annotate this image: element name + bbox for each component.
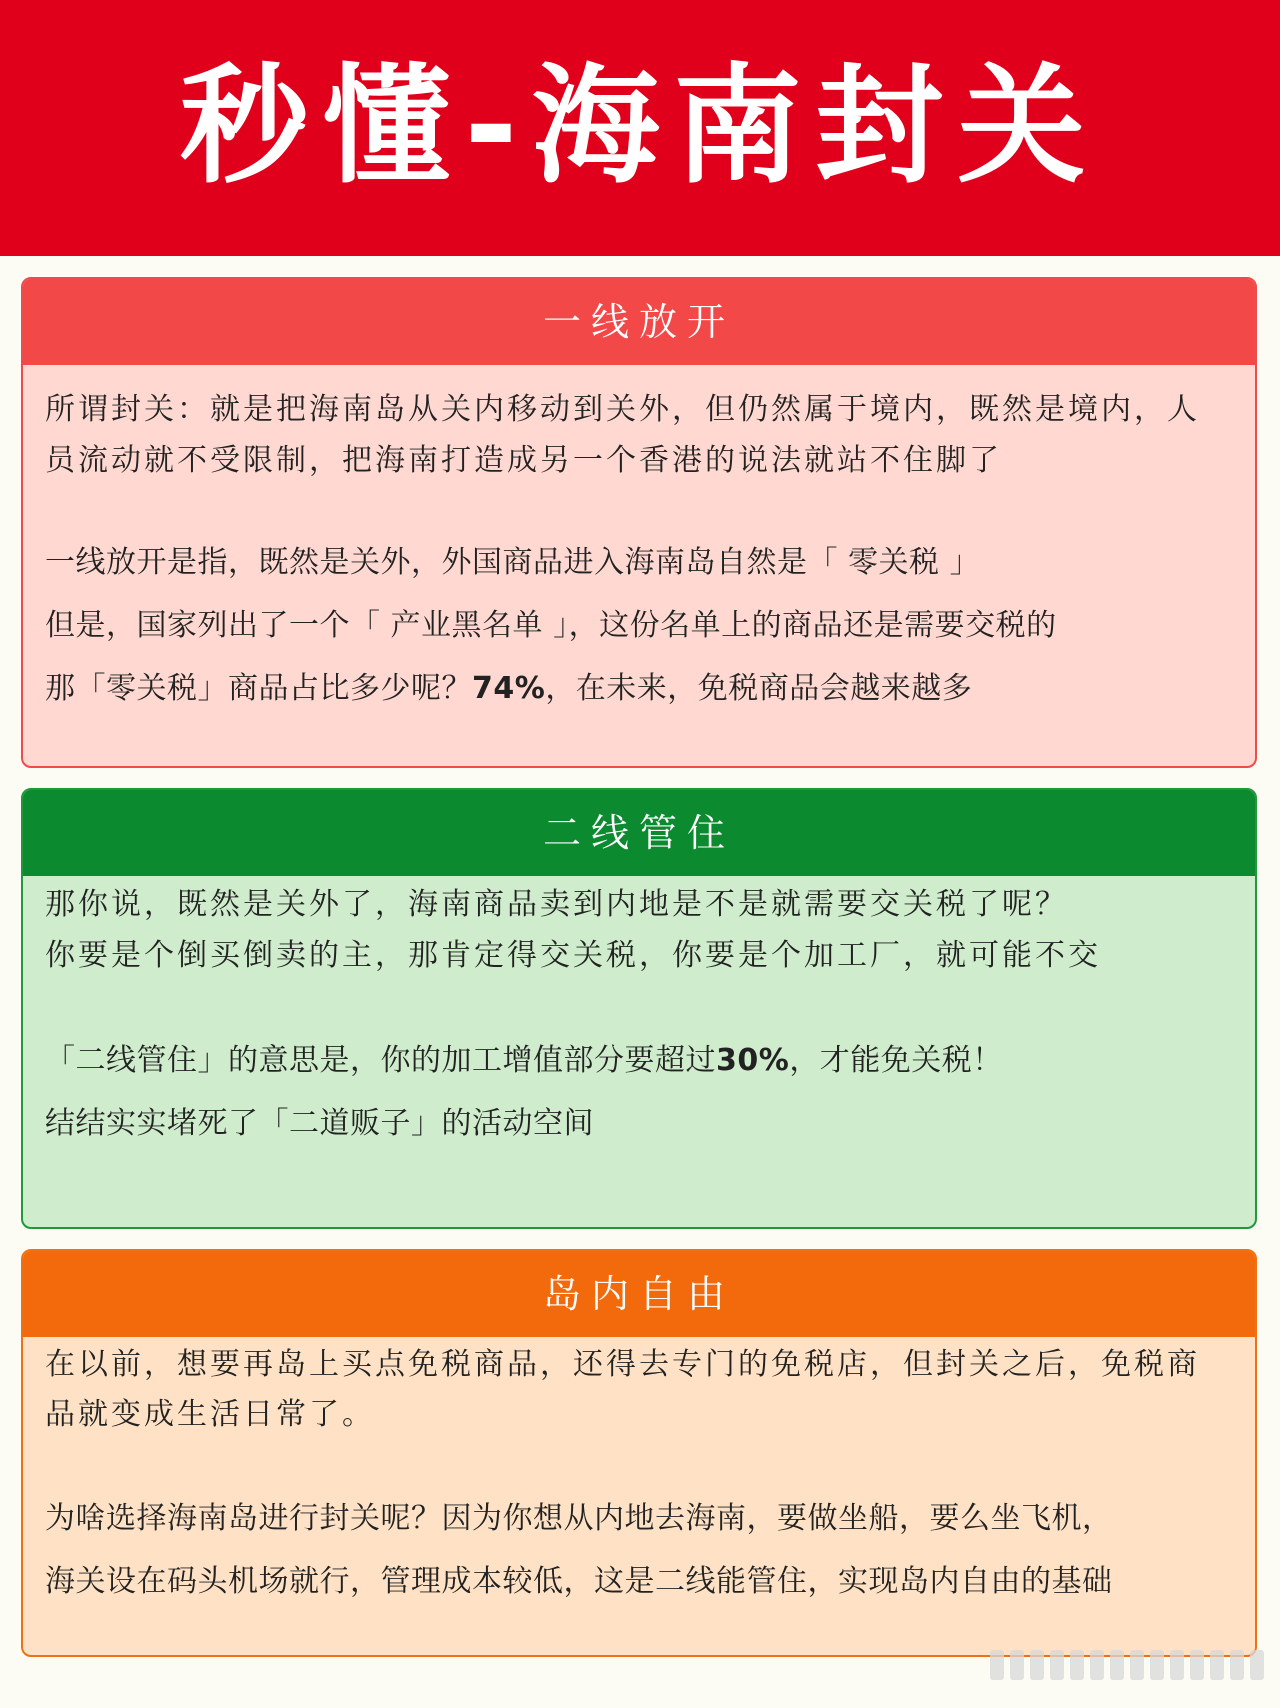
watermark-glyph <box>1150 1650 1164 1680</box>
watermark-glyph <box>1010 1650 1024 1680</box>
highlight-percent: 74% <box>472 671 546 706</box>
paragraph-line: 为啥选择海南岛进行封关呢？因为你想从内地去海南，要做坐船，要么坐飞机， <box>45 1501 1113 1536</box>
section-card-1 <box>21 277 1257 768</box>
paragraph-line: 在以前，想要再岛上买点免税商品，还得去专门的免税店，但封关之后，免税商 <box>45 1347 1200 1382</box>
watermark-glyph <box>1170 1650 1184 1680</box>
watermark-glyph <box>1110 1650 1124 1680</box>
title-banner <box>0 0 1280 256</box>
paragraph-line: 海关设在码头机场就行，管理成本较低，这是二线能管住，实现岛内自由的基础 <box>45 1564 1113 1599</box>
section-card-2 <box>21 788 1257 1229</box>
watermark-glyph <box>1090 1650 1104 1680</box>
watermark-glyph <box>1030 1650 1044 1680</box>
section-body-1 <box>23 365 1255 768</box>
paragraph-line: 你要是个倒买倒卖的主，那肯定得交关税，你要是个加工厂，就可能不交 <box>45 938 1101 973</box>
section-card-3 <box>21 1249 1257 1657</box>
paragraph-line: 员流动就不受限制，把海南打造成另一个香港的说法就站不住脚了 <box>45 443 1002 478</box>
page-title: 秒懂-海南封关 <box>180 52 1100 201</box>
paragraph-line: 那你说，既然是关外了，海南商品卖到内地是不是就需要交关税了呢？ <box>45 887 1068 922</box>
watermark <box>964 1650 1264 1686</box>
section-body-3 <box>23 1337 1255 1657</box>
text-segment: 那「零关税」商品占比多少呢？ <box>45 671 472 706</box>
paragraph-line: 所谓封关：就是把海南岛从关内移动到关外，但仍然属于境内，既然是境内，人 <box>45 392 1200 427</box>
watermark-glyph <box>1130 1650 1144 1680</box>
watermark-glyph <box>1070 1650 1084 1680</box>
watermark-glyph <box>1250 1650 1264 1680</box>
paragraph-line <box>45 1041 1233 1081</box>
paragraph-line: 品就变成生活日常了。 <box>45 1397 375 1432</box>
text-segment: 「二线管住」的意思是，你的加工增值部分要超过 <box>45 1043 716 1078</box>
section-header-1: 一线放开 <box>23 279 1255 365</box>
section-header-3: 岛内自由 <box>23 1251 1255 1337</box>
watermark-glyph <box>1230 1650 1244 1680</box>
highlight-percent: 30% <box>716 1043 790 1078</box>
paragraph-line <box>45 669 1233 709</box>
paragraph-line: 结结实实堵死了「二道贩子」的活动空间 <box>45 1106 594 1141</box>
watermark-glyph <box>1050 1650 1064 1680</box>
paragraph-line: 但是，国家列出了一个「 产业黑名单 」，这份名单上的商品还是需要交税的 <box>45 608 1057 643</box>
watermark-glyph <box>990 1650 1004 1680</box>
section-body-2 <box>23 876 1255 1229</box>
watermark-glyph <box>1210 1650 1224 1680</box>
paragraph-line: 一线放开是指，既然是关外，外国商品进入海南岛自然是「 零关税 」 <box>45 545 981 580</box>
text-segment: ，在未来，免税商品会越来越多 <box>545 671 973 706</box>
section-header-2: 二线管住 <box>23 790 1255 876</box>
watermark-glyph <box>1190 1650 1204 1680</box>
text-segment: ，才能免关税！ <box>789 1043 1003 1078</box>
